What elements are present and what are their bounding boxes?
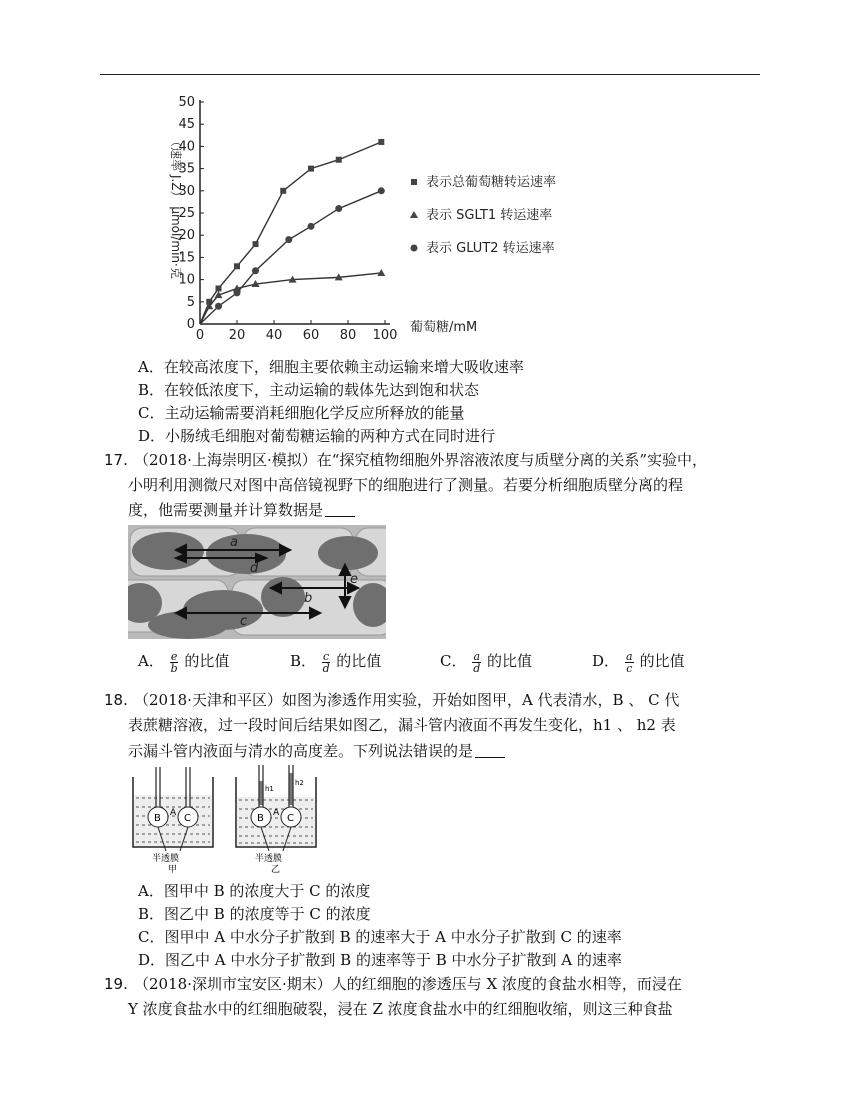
q19-number: 19.	[104, 975, 128, 993]
label-b-left: B	[154, 813, 161, 824]
fraction-a-over-c	[625, 651, 634, 674]
caption-membrane-right: 半透膜	[255, 854, 283, 864]
micrograph-label-e: e	[350, 572, 358, 587]
q17-option-d	[592, 650, 685, 674]
q17-option-c-suffix: 的比值	[487, 652, 533, 670]
fraction-num: a	[626, 649, 633, 663]
legend-marker-triangle	[410, 211, 418, 218]
label-b-right: B	[257, 813, 264, 824]
q18-option-a: A．图甲中 B 的浓度大于 C 的浓度	[138, 882, 371, 900]
q17-option-a-label: A．	[138, 652, 164, 670]
q18-option-b: B．图乙中 B 的浓度等于 C 的浓度	[138, 905, 371, 923]
fraction-a-over-d	[472, 651, 481, 674]
y-tick-label: 30	[178, 183, 195, 199]
q17-line-3	[128, 499, 355, 521]
fraction-e-over-b	[170, 651, 179, 674]
data-point-circle	[252, 267, 259, 274]
y-tick-label: 25	[178, 206, 195, 221]
legend-label-square: 表示总葡萄糖转运速率	[426, 175, 557, 190]
caption-jia: 甲	[168, 865, 178, 875]
fraction-num: a	[473, 649, 481, 663]
q17-line-1: （2018·上海崇明区·模拟）在“探究植物细胞外界溶液浓度与质壁分离的关系”实验中，	[134, 451, 708, 469]
q18-option-c: C．图甲中 A 中水分子扩散到 B 的速率大于 A 中水分子扩散到 C 的速率	[138, 928, 622, 946]
data-point-square	[216, 285, 222, 291]
x-tick-label: 60	[302, 328, 320, 342]
chart-xlabel: 葡萄糖/mM	[410, 320, 478, 335]
label-c-right: C	[287, 813, 294, 824]
label-c-left: C	[184, 813, 191, 824]
q17-option-c	[440, 650, 532, 674]
fraction-den: b	[170, 661, 178, 675]
q18-line-3	[128, 740, 505, 762]
micrograph-label-a: a	[230, 535, 238, 550]
q17-option-a-suffix: 的比值	[184, 652, 230, 670]
q17-line-3-text: 度，他需要测量并计算数据是	[128, 501, 324, 519]
y-tick-label: 20	[178, 228, 195, 244]
q19-line-2: Y 浓度食盐水中的红细胞破裂，浸在 Z 浓度食盐水中的红细胞收缩，则这三种食盐	[128, 1000, 673, 1018]
q17-line-2: 小明利用测微尺对图中高倍镜视野下的细胞进行了测量。若要分析细胞质壁分离的程	[128, 476, 684, 494]
data-point-square	[234, 263, 240, 269]
q16-option-c: C．主动运输需要消耗细胞化学反应所释放的能量	[138, 404, 465, 422]
chart-ylabel: （速率 J.Z） μmol/min·克	[169, 135, 183, 279]
series-line-circle	[200, 191, 381, 324]
beaker-jia	[133, 767, 213, 875]
y-tick-label: 45	[178, 117, 195, 133]
legend-marker-circle	[411, 245, 418, 252]
legend-label-triangle: 表示 SGLT1 转运速率	[426, 208, 553, 223]
legend-label-circle: 表示 GLUT2 转运速率	[426, 241, 555, 256]
data-point-square	[308, 166, 314, 172]
y-tick-label: 5	[186, 294, 195, 310]
data-point-triangle	[377, 269, 385, 276]
y-tick-label: 15	[178, 250, 195, 266]
q16-option-a: A．在较高浓度下，细胞主要依赖主动运输来增大吸收速率	[138, 358, 524, 376]
q17-option-c-label: C．	[440, 652, 467, 670]
fraction-num: e	[170, 649, 178, 663]
q18-option-d: D．图乙中 A 中水分子扩散到 B 的速率等于 B 中水分子扩散到 A 的速率	[138, 951, 622, 969]
data-point-square	[378, 139, 384, 145]
data-point-square	[336, 157, 342, 163]
x-tick-label: 100	[372, 328, 398, 342]
q17-option-d-label: D．	[592, 652, 620, 670]
data-point-circle	[234, 289, 241, 296]
x-tick-label: 80	[339, 328, 357, 342]
data-point-circle	[308, 223, 315, 230]
x-tick-label: 20	[228, 328, 246, 342]
data-point-circle	[335, 205, 342, 212]
data-point-circle	[215, 303, 222, 310]
q17-option-b	[290, 650, 381, 674]
label-h2: h2	[295, 779, 304, 787]
series-line-square	[200, 142, 381, 324]
y-tick-label: 0	[186, 317, 195, 332]
q17-option-b-suffix: 的比值	[336, 652, 382, 670]
fraction-den: d	[322, 661, 330, 675]
caption-yi: 乙	[271, 865, 281, 875]
x-tick-label: 0	[195, 328, 205, 342]
caption-membrane-left: 半透膜	[152, 854, 180, 864]
q18-number: 18.	[104, 691, 128, 709]
data-point-circle	[378, 187, 385, 194]
cell-micrograph	[128, 525, 386, 639]
fraction-den: c	[626, 661, 633, 675]
micrograph-label-c: c	[240, 614, 248, 629]
answer-blank	[325, 500, 355, 517]
data-point-square	[280, 188, 286, 194]
beaker-yi	[236, 765, 316, 875]
micrograph-label-d: d	[250, 561, 259, 576]
q17-option-a	[138, 650, 229, 674]
q17-option-d-suffix: 的比值	[639, 652, 685, 670]
y-tick-label: 40	[178, 139, 195, 155]
q16-option-b: B．在较低浓度下，主动运输的载体先达到饱和状态	[138, 381, 480, 399]
data-point-square	[253, 241, 259, 247]
osmosis-figure	[128, 765, 318, 875]
q19-line-1: （2018·深圳市宝安区·期末）人的红细胞的渗透压与 X 浓度的食盐水相等，而浸在	[134, 975, 682, 993]
q18-line-1: （2018·天津和平区）如图为渗透作用实验，开始如图甲，A 代表清水，B 、 C 代	[134, 691, 680, 709]
fraction-den: d	[473, 661, 481, 675]
q17-number: 17.	[104, 451, 128, 469]
label-a-right: A	[273, 808, 280, 818]
label-a-left: A	[170, 808, 177, 818]
q16-option-d: D．小肠绒毛细胞对葡萄糖运输的两种方式在同时进行	[138, 427, 496, 445]
x-tick-label: 40	[265, 328, 283, 342]
label-h1: h1	[265, 785, 274, 793]
header-rule	[100, 74, 760, 75]
data-point-circle	[285, 236, 292, 243]
q18-line-3-text: 示漏斗管内液面与清水的高度差。下列说法错误的是	[128, 742, 474, 760]
fraction-c-over-d	[322, 651, 330, 674]
y-tick-label: 35	[178, 161, 195, 177]
micrograph-label-b: b	[304, 591, 313, 606]
y-tick-label: 10	[178, 272, 195, 288]
legend-marker-square	[411, 179, 417, 185]
fraction-num: c	[323, 649, 330, 663]
glucose-transport-chart	[150, 92, 610, 342]
y-tick-label: 50	[178, 95, 195, 110]
q18-line-2: 表蔗糖溶液，过一段时间后结果如图乙，漏斗管内液面不再发生变化，h1 、 h2 表	[128, 716, 676, 734]
answer-blank	[475, 741, 505, 758]
q17-option-b-label: B．	[290, 652, 317, 670]
